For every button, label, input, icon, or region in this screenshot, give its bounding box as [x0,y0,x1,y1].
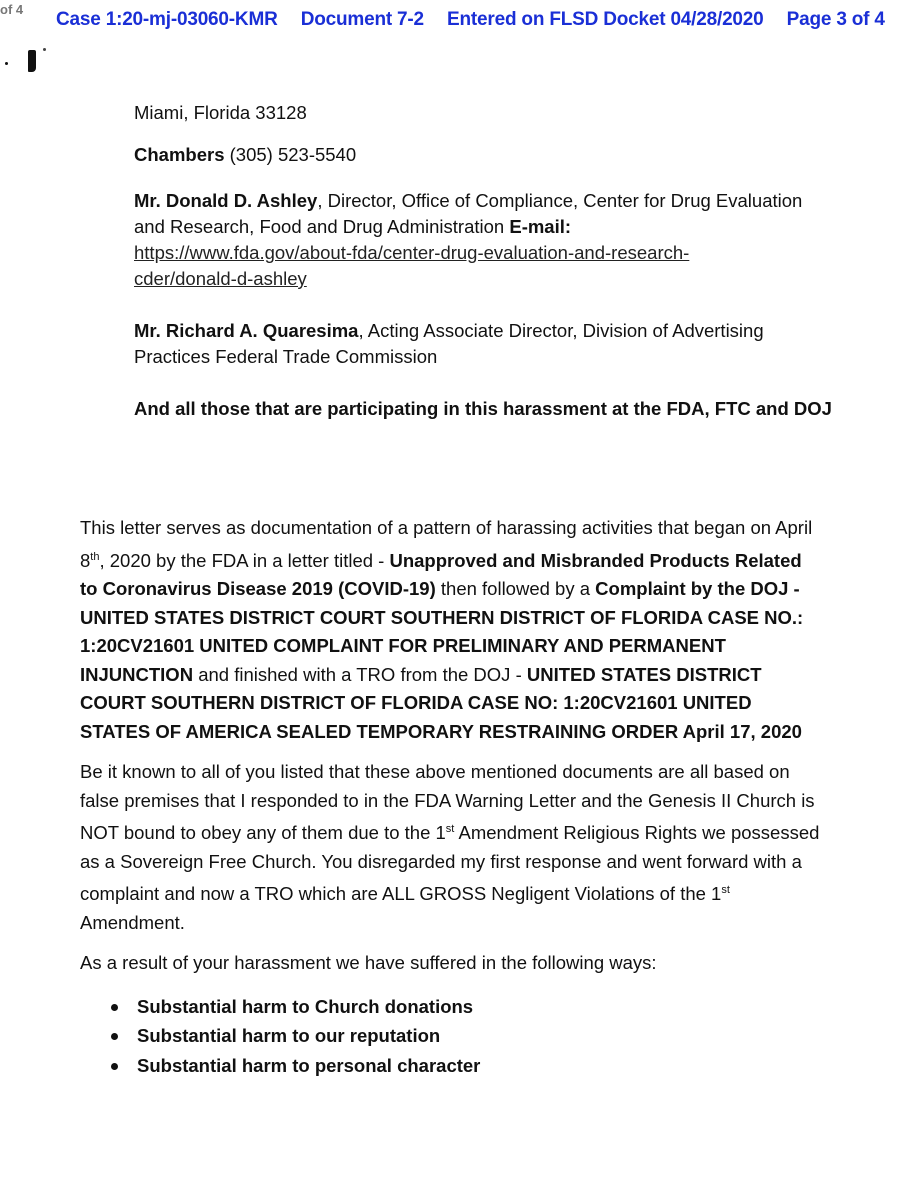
recipient-quaresima [134,318,834,370]
paragraph-harm-intro: As a result of your harassment we have suffered in the following ways: [80,952,657,974]
doj-complaint-title: Complaint by the DOJ - UNITED STATES DISTRICT COURT SOUTHERN DISTRICT OF FLORIDA CASE NO.: 1:20CV21601 UNITED COMPLAINT FOR PRELIMINARY AND PERMANENT INJUNCTION [80,578,804,685]
p2-part3: Amendment. [80,911,185,933]
list-item-text: Substantial harm to our reputation [137,1025,441,1047]
p1-mid1: then followed by a [435,578,596,600]
scan-artifact [28,50,36,72]
p2-ordinal1: st [445,823,455,836]
docket-entry: Entered on FLSD Docket 04/28/2020 [447,9,764,30]
case-number: Case 1:20-mj-03060-KMR [56,9,278,30]
ashley-link-continued[interactable]: cder/donald-d-ashley [134,268,307,289]
p1-intro: This letter serves as documentation of a pattern of harassing activities that began on April 8 [80,517,813,571]
scan-artifact [5,62,8,65]
scan-artifact [43,48,46,51]
letter-body [80,514,820,1080]
p2-ordinal2: st [721,884,730,897]
ashley-name: Mr. Donald D. Ashley [134,190,318,211]
p1-ordinal: th [90,550,100,563]
p2-part1: Be it known to all of you listed that these above mentioned documents are all based on false premises that I responded to in the FDA Warning Letter and the Genesis II Church is NOT bound to obey any of them due to the 1 [80,761,815,844]
list-item [80,992,820,1022]
list-item [80,1021,820,1051]
document-number: Document 7-2 [300,9,424,30]
all-participants-line: And all those that are participating in this harassment at the FDA, FTC and DOJ [134,398,832,419]
city-line: Miami, Florida 33128 [134,102,307,123]
p2-part2: Amendment Religious Rights we possessed as a Sovereign Free Church. You disregarded my first response and went forward with a complaint and now a TRO which are ALL GROSS Negligent Violations of the 1 [80,822,820,905]
paragraph-be-it-known [80,758,820,937]
list-item-text: Substantial harm to Church donations [137,995,474,1017]
p1-after-date: , 2020 by the FDA in a letter titled - [99,549,390,571]
recipient-ashley [134,188,834,292]
p1-mid2: and finished with a TRO from the DOJ - [193,663,527,685]
bullet-icon [111,1063,118,1070]
bullet-icon [111,1033,118,1040]
ashley-link[interactable]: https://www.fda.gov/about-fda/center-drug-evaluation-and-research- [134,242,690,263]
ashley-title: , Director, Office of Compliance, Center for Drug Evaluation and Research, Food and Drug Administration [134,190,803,237]
bullet-icon [111,1004,118,1011]
court-filing-header [56,9,916,31]
fda-letter-title: Unapproved and Misbranded Products Related to Coronavirus Disease 2019 (COVID-19) [80,549,802,600]
tro-title: UNITED STATES DISTRICT COURT SOUTHERN DISTRICT OF FLORIDA CASE NO: 1:20CV21601 UNITED STATES OF AMERICA SEALED TEMPORARY RESTRAINING ORDER April 17, 2020 [80,663,802,742]
list-item-text: Substantial harm to personal character [137,1054,481,1076]
harm-list [80,992,820,1081]
chambers-phone: (305) 523-5540 [224,144,357,165]
list-item [80,1051,820,1081]
page-number: Page 3 of 4 [786,9,885,30]
paragraph-documentation [80,514,820,746]
email-label: E-mail: [509,216,572,237]
quaresima-name: Mr. Richard A. Quaresima [134,320,359,341]
chambers-label: Chambers [134,144,225,165]
page-corner-label: of 4 [0,2,24,17]
quaresima-title: , Acting Associate Director, Division of Advertising Practices Federal Trade Commission [134,320,764,367]
chambers-line [134,142,834,168]
recipient-address-block [134,100,834,422]
